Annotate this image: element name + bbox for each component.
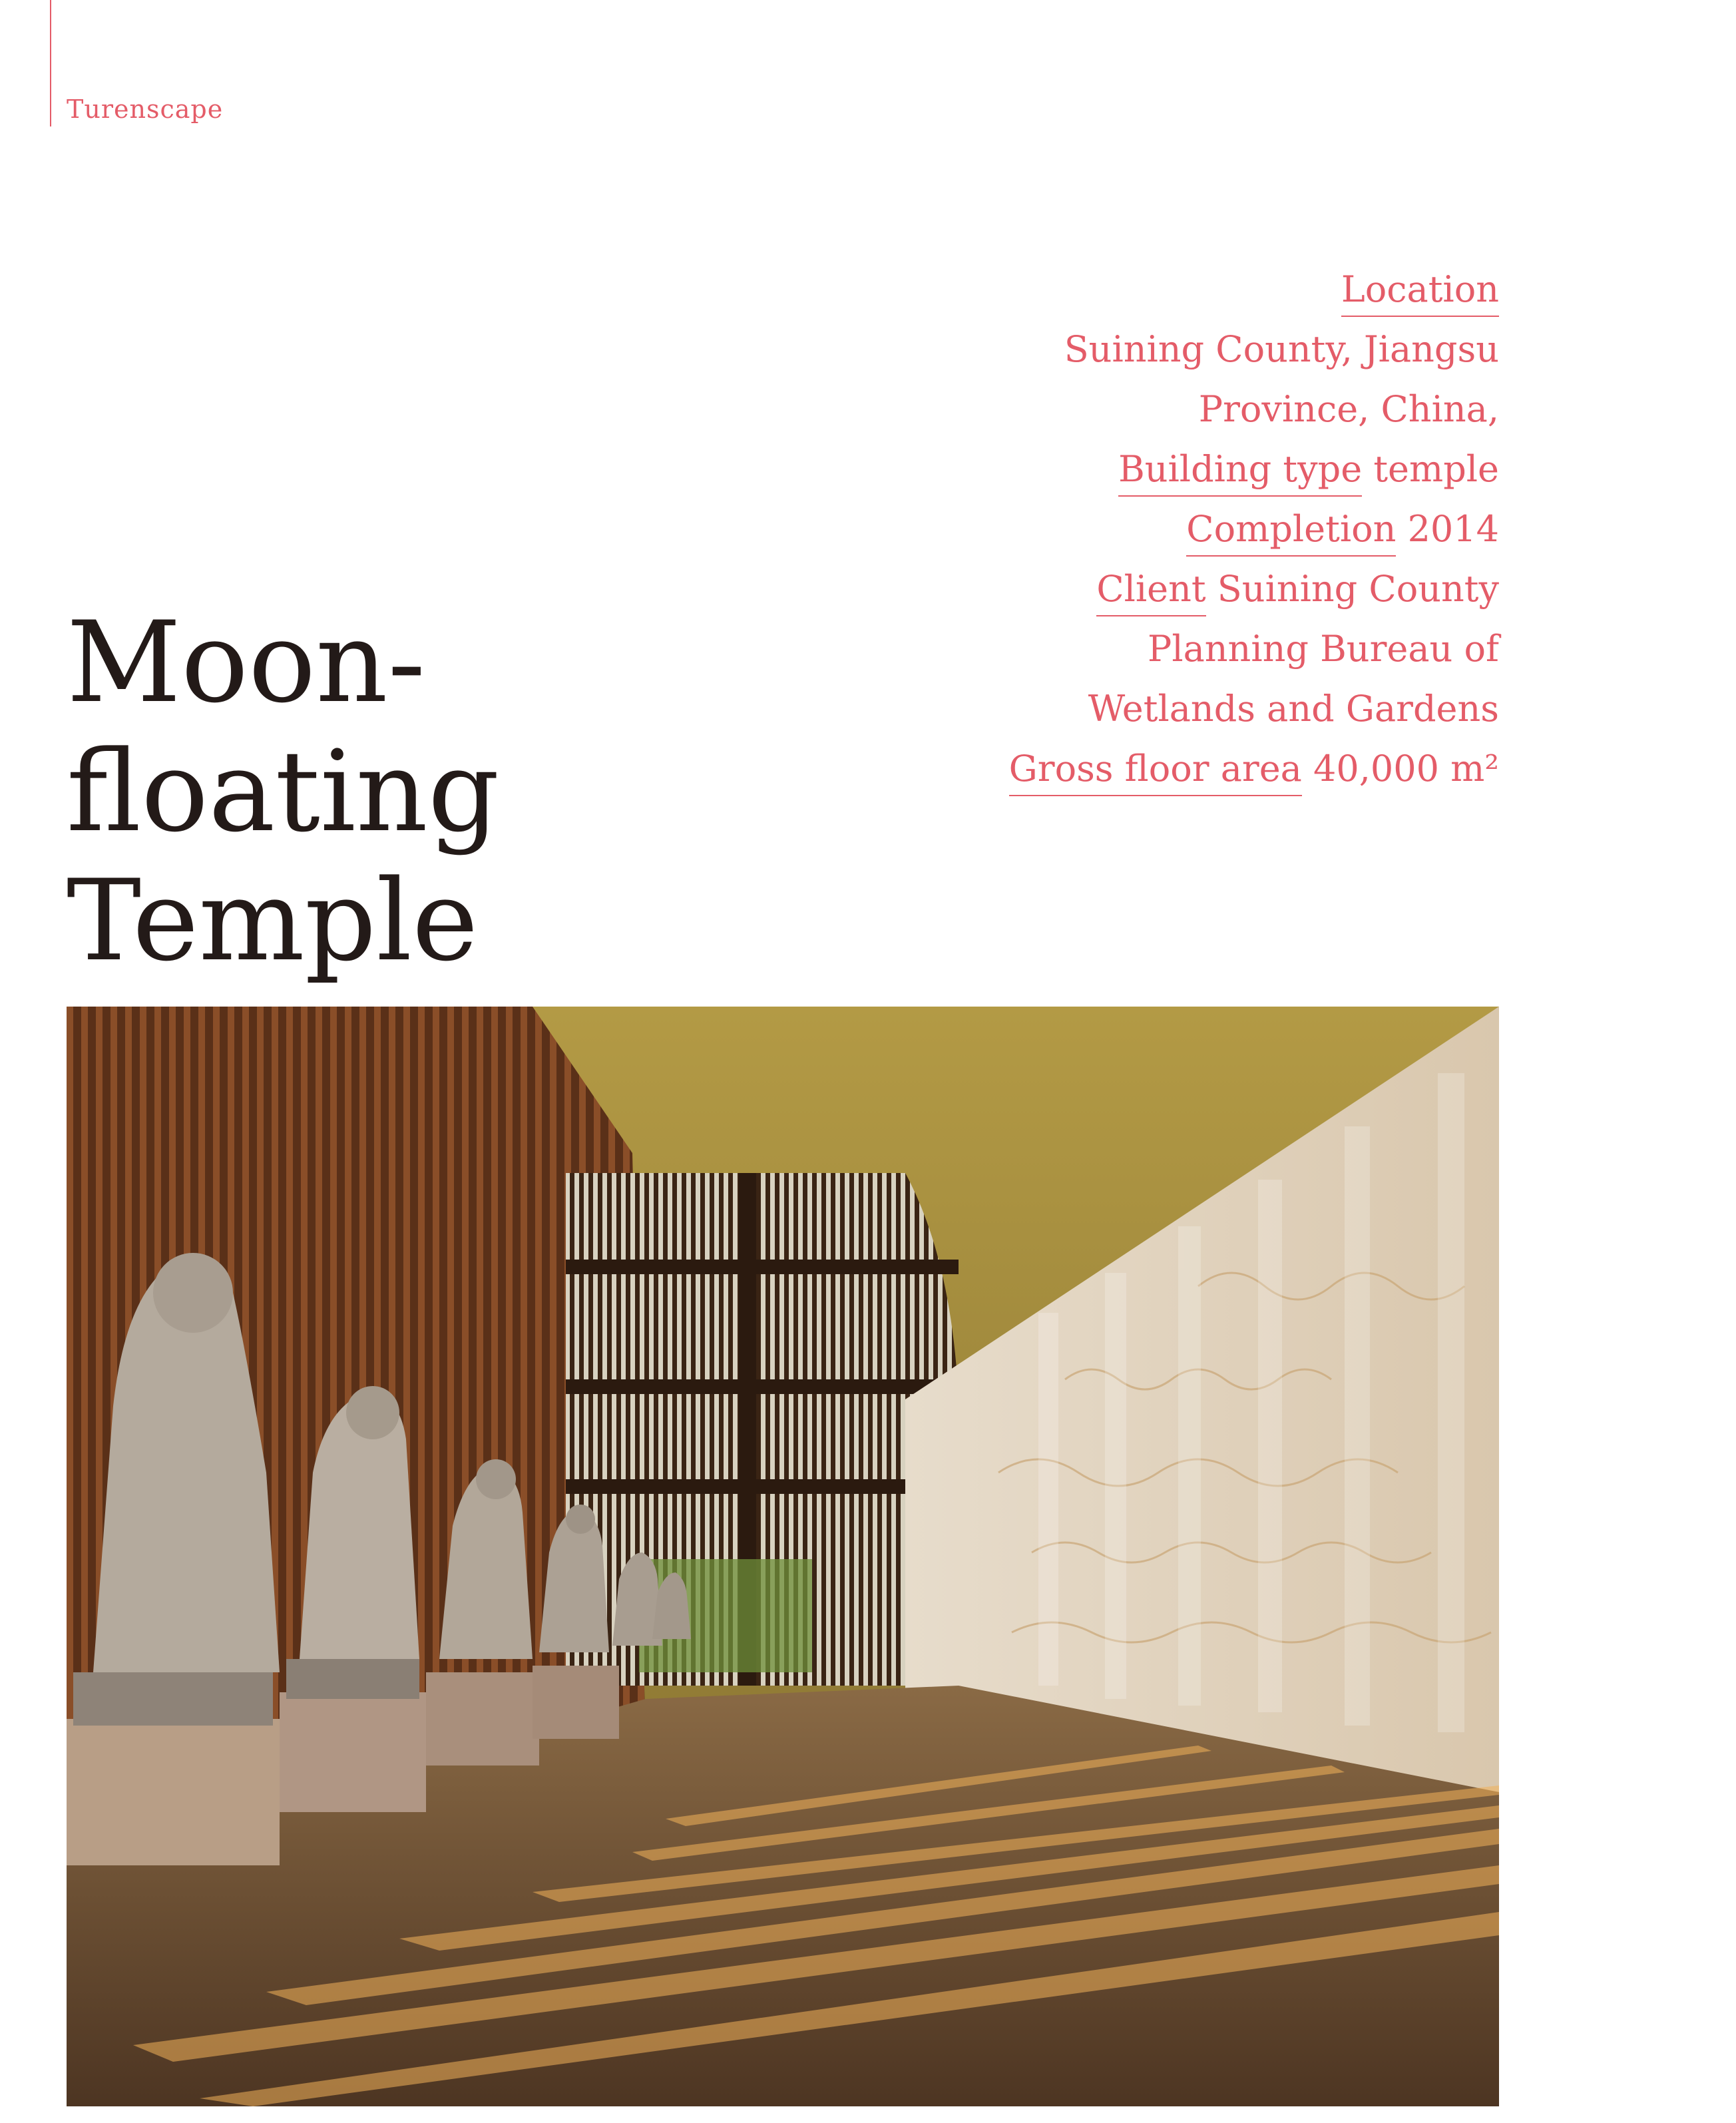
location-value-2: Province, China, — [1198, 388, 1499, 430]
client-value-2: Planning Bureau of — [1147, 628, 1499, 670]
title-line-2: floating — [67, 726, 500, 857]
project-info — [900, 260, 1499, 799]
title-line-1: Moon- — [67, 597, 426, 728]
building-type-value: temple — [1373, 448, 1499, 490]
completion-label: Completion — [1186, 508, 1396, 557]
completion-value: 2014 — [1407, 508, 1499, 550]
page-title — [67, 598, 499, 985]
client-value-3: Wetlands and Gardens — [1088, 688, 1499, 730]
title-line-3: Temple — [67, 855, 479, 986]
margin-rule — [50, 0, 51, 126]
client-label: Client — [1096, 568, 1205, 616]
gross-floor-area-value: 40,000 m² — [1313, 748, 1499, 790]
building-type-label: Building type — [1118, 448, 1362, 497]
temple-corridor-photo — [67, 1007, 1499, 2106]
client-value-1: Suining County — [1217, 568, 1499, 610]
location-label: Location — [1341, 268, 1499, 317]
publisher-name: Turenscape — [67, 95, 224, 124]
gross-floor-area-label: Gross floor area — [1009, 748, 1302, 796]
location-value-1: Suining County, Jiangsu — [1064, 328, 1499, 370]
